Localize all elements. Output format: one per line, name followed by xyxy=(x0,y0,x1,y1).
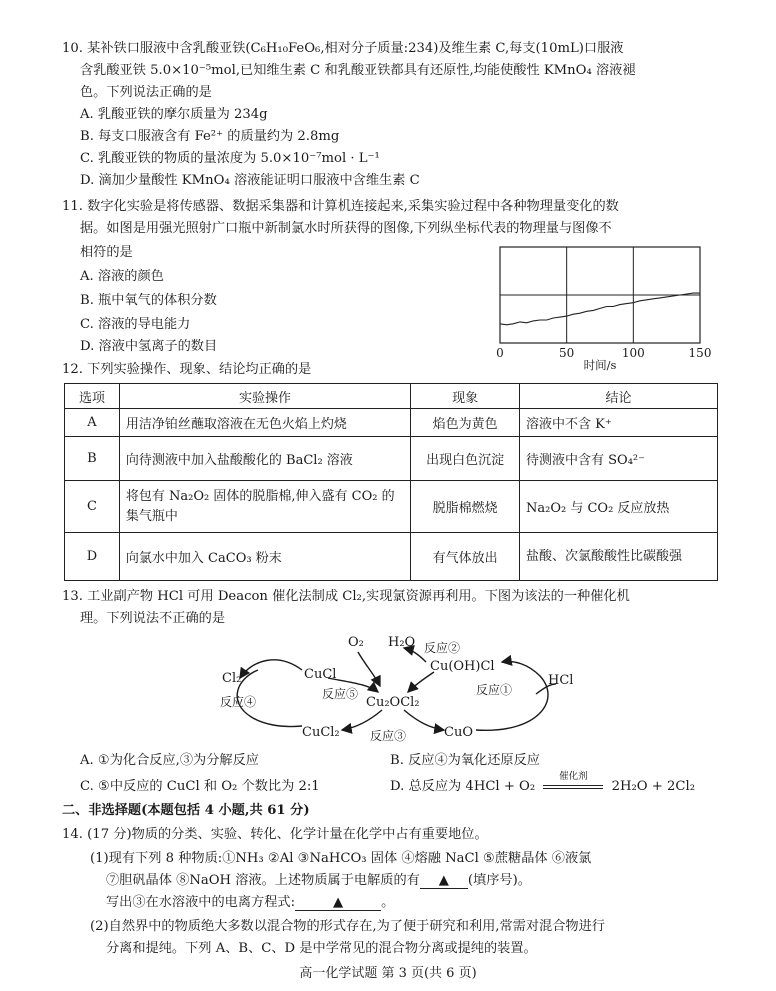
table-cell: Na₂O₂ 与 CO₂ 反应放热 xyxy=(520,481,718,533)
q10-option-b: B. 每支口服液含有 Fe²⁺ 的质量约为 2.8mg xyxy=(80,129,340,144)
label-o2: O₂ xyxy=(348,635,364,650)
q10-option-d: D. 滴加少量酸性 KMnO₄ 溶液能证明口服液中含维生素 C xyxy=(80,173,420,188)
chart-x-tick-label: 50 xyxy=(559,346,575,360)
q11-option-a: A. 溶液的颜色 xyxy=(80,269,164,284)
q13-option-a: A. ①为化合反应,③为分解反应 xyxy=(80,753,259,768)
q14-stem: 14. (17 分)物质的分类、实验、转化、化学计量在化学中占有重要地位。 xyxy=(62,827,488,842)
table-cell: 待测液中含有 SO₄²⁻ xyxy=(520,437,718,481)
section-2-heading: 二、非选择题(本题包括 4 小题,共 61 分) xyxy=(62,803,310,818)
q10-option-a: A. 乳酸亚铁的摩尔质量为 234g xyxy=(80,107,268,122)
table-header-cell: 现象 xyxy=(411,384,520,409)
q14-part1-line2-tail: (填序号)。 xyxy=(467,873,531,888)
catalyst-label: 催化剂 xyxy=(559,770,588,782)
table-header-cell: 选项 xyxy=(65,384,120,409)
table-cell: 用洁净铂丝蘸取溶液在无色火焰上灼烧 xyxy=(119,409,410,437)
label-h2o: H₂O xyxy=(388,635,416,650)
label-cucl: CuCl xyxy=(304,667,337,682)
q14-part1-line3-text: 写出③在水溶液中的电离方程式: xyxy=(106,895,296,910)
table-cell: 盐酸、次氯酸酸性比碳酸强 xyxy=(520,533,718,581)
q13-option-d xyxy=(390,770,695,796)
q13-option-d-left: D. 总反应为 4HCl + O₂ xyxy=(390,779,536,794)
arrow-cu2ocl2-to-cuo xyxy=(404,710,444,730)
arrow-cu2ocl2-to-cucl2 xyxy=(342,710,382,730)
q11-option-b: B. 瓶中氧气的体积分数 xyxy=(80,293,217,308)
q14-part2-line1: (2)自然界中的物质绝大多数以混合物的形式存在,为了便于研究和利用,常需对混合物进行 xyxy=(90,919,605,934)
q11-line-chart xyxy=(492,243,716,373)
q14-part1-line3 xyxy=(106,894,394,912)
answer-blank: ▲ xyxy=(295,896,381,911)
q14-part1-line2-text: ⑦胆矾晶体 ⑧NaOH 溶液。上述物质属于电解质的有 xyxy=(106,873,420,888)
q14-part2-line2: 分离和提纯。下列 A、B、C、D 是中学常见的混合物分离或提纯的装置。 xyxy=(106,941,537,956)
label-cuo: CuO xyxy=(444,725,473,740)
table-cell: 将包有 Na₂O₂ 固体的脱脂棉,伸入盛有 CO₂ 的集气瓶中 xyxy=(119,481,410,533)
page-footer: 高一化学试题 第 3 页(共 6 页) xyxy=(299,966,477,981)
q13-option-c: C. ⑤中反应的 CuCl 和 O₂ 个数比为 2:1 xyxy=(80,779,320,794)
label-reaction-4: 反应④ xyxy=(220,695,257,709)
chart-x-tick-label: 0 xyxy=(496,346,504,360)
chart-series xyxy=(500,293,700,325)
chart-x-tick-label: 100 xyxy=(621,346,645,360)
table-row xyxy=(65,437,718,481)
q10-line3: 色。下列说法正确的是 xyxy=(80,85,212,100)
q13-option-d-right: 2H₂O + 2Cl₂ xyxy=(611,779,695,794)
table-cell: A xyxy=(65,409,120,437)
q14-part1-line3-tail: 。 xyxy=(381,895,395,910)
table-cell: B xyxy=(65,437,120,481)
chart-grid xyxy=(500,247,700,343)
table-row xyxy=(65,409,718,437)
chart-x-axis-label: 时间/s xyxy=(583,358,617,372)
q14-part1-line1: (1)现有下列 8 种物质:①NH₃ ②Al ③NaHCO₃ 固体 ④熔融 NaCl ⑤蔗糖晶体 ⑥液氯 xyxy=(90,851,592,866)
q12-table xyxy=(64,383,718,581)
q10-line2: 含乳酸亚铁 5.0×10⁻⁵mol,已知维生素 C 和乳酸亚铁都具有还原性,均能使酸性 KMnO₄ 溶液褪 xyxy=(80,63,636,78)
q14-part1-line2 xyxy=(106,872,531,890)
q13-line1: 13. 工业副产物 HCl 可用 Deacon 催化法制成 Cl₂,实现氯资源再利用。下图为该法的一种催化机 xyxy=(62,589,630,604)
q11-option-c: C. 溶液的导电能力 xyxy=(80,317,191,332)
table-cell: 溶液中不含 K⁺ xyxy=(520,409,718,437)
q11-line1: 11. 数字化实验是将传感器、数据采集器和计算机连接起来,采集实验过程中各种物理量变化的数 xyxy=(62,199,619,214)
q13-mechanism-diagram xyxy=(218,626,588,748)
table-cell: 脱脂棉燃烧 xyxy=(411,481,520,533)
label-cuohcl: Cu(OH)Cl xyxy=(430,659,495,674)
arrow-h2o-out xyxy=(404,648,426,662)
arrow-o2-in xyxy=(358,652,380,686)
table-header-row xyxy=(65,384,718,409)
chart-x-tick-label: 150 xyxy=(688,346,712,360)
table-cell: 有气体放出 xyxy=(411,533,520,581)
label-reaction-2: 反应② xyxy=(424,641,461,655)
table-cell: D xyxy=(65,533,120,581)
q11-line3: 相符的是 xyxy=(80,245,133,260)
table-cell: 出现白色沉淀 xyxy=(411,437,520,481)
q10-line1: 10. 某补铁口服液中含乳酸亚铁(C₆H₁₀FeO₆,相对分子质量:234)及维生素 C,每支(10mL)口服液 xyxy=(62,41,624,56)
label-cu2ocl2: Cu₂OCl₂ xyxy=(366,695,420,710)
q13-line2: 理。下列说法不正确的是 xyxy=(80,611,226,626)
table-cell: 向待测液中加入盐酸酸化的 BaCl₂ 溶液 xyxy=(119,437,410,481)
q11-option-d: D. 溶液中氢离子的数目 xyxy=(80,339,218,354)
chart-series-line xyxy=(500,293,700,325)
table-header-cell: 实验操作 xyxy=(119,384,410,409)
q11-line2: 据。如图是用强光照射广口瓶中新制氯水时所获得的图像,下列纵坐标代表的物理量与图像不 xyxy=(80,221,612,236)
q12-stem: 12. 下列实验操作、现象、结论均正确的是 xyxy=(62,362,312,377)
table-cell: C xyxy=(65,481,120,533)
label-reaction-1: 反应① xyxy=(476,683,513,697)
label-cl2: Cl₂ xyxy=(222,671,242,686)
label-cucl2: CuCl₂ xyxy=(302,725,340,740)
table-header-cell: 结论 xyxy=(520,384,718,409)
label-reaction-3: 反应③ xyxy=(370,729,407,743)
answer-blank: ▲ xyxy=(420,874,468,889)
q10-option-c: C. 乳酸亚铁的物质的量浓度为 5.0×10⁻⁷mol · L⁻¹ xyxy=(80,151,380,166)
q13-option-b: B. 反应④为氧化还原反应 xyxy=(390,753,540,768)
table-cell: 焰色为黄色 xyxy=(411,409,520,437)
table-cell: 向氯水中加入 CaCO₃ 粉末 xyxy=(119,533,410,581)
catalyst-arrow xyxy=(543,770,603,794)
table-row xyxy=(65,533,718,581)
label-hcl: HCl xyxy=(548,673,574,688)
arrow-cuohcl-to-cu2ocl2 xyxy=(408,672,434,692)
table-row xyxy=(65,481,718,533)
label-reaction-5: 反应⑤ xyxy=(322,687,359,701)
